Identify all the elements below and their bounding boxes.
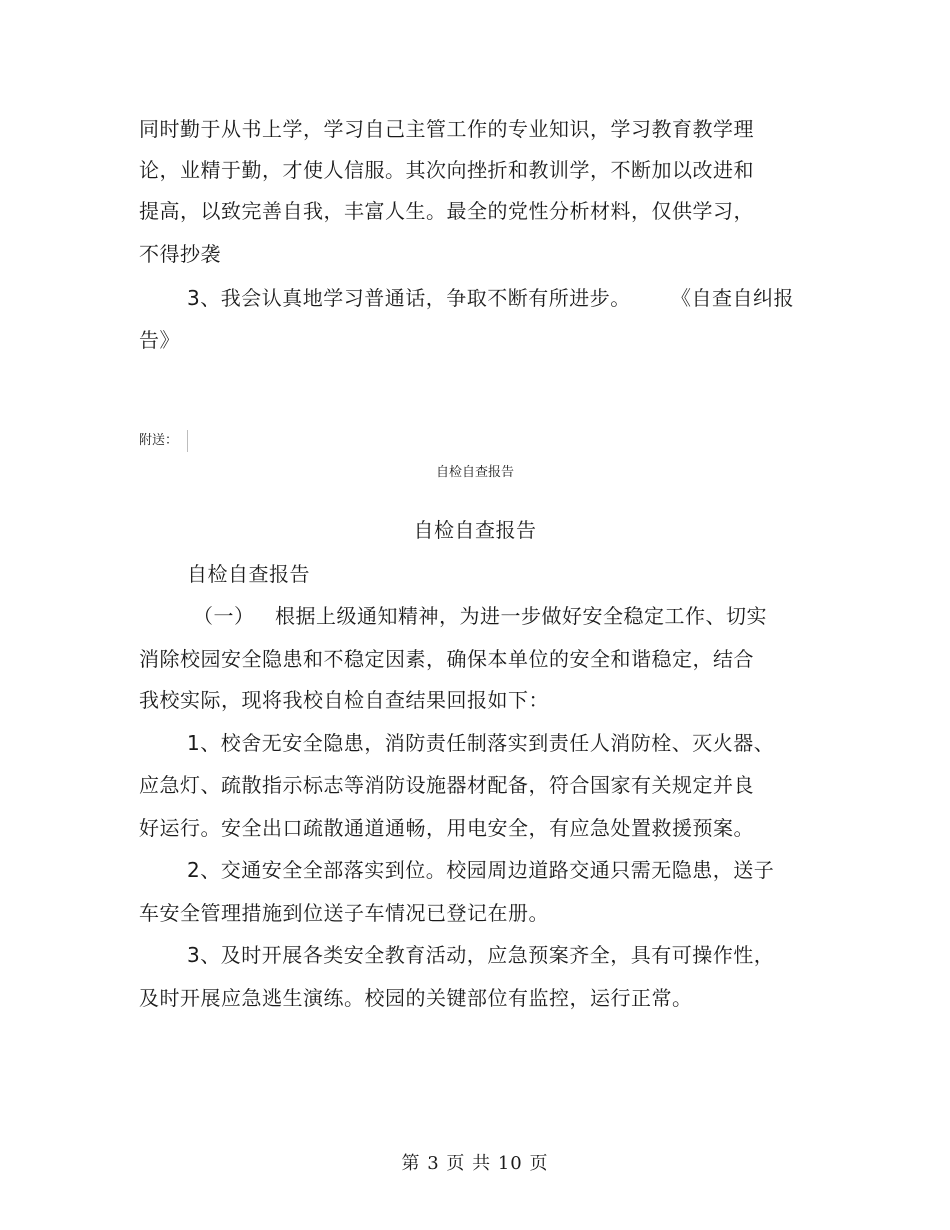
- point-3-line: 3、及时开展各类安全教育活动，应急预案齐全，具有可操作性，: [187, 943, 775, 967]
- point-2-line: 车安全管理措施到位送子车情况已登记在册。: [139, 901, 549, 925]
- point-1-line: 好运行。安全出口疏散通道通畅，用电安全，有应急处置救援预案。: [139, 816, 754, 840]
- point-3-line: 及时开展应急逃生演练。校园的关键部位有监控，运行正常。: [139, 986, 693, 1010]
- point-2-line: 2、交通安全全部落实到位。校园周边道路交通只需无隐患，送子: [187, 858, 775, 882]
- report-title-reference: 《自查自纠报: [671, 286, 794, 310]
- point-1-line: 1、校舍无安全隐患，消防责任制落实到责任人消防栓、灭火器、: [187, 731, 775, 755]
- item-3-line: 3、我会认真地学习普通话，争取不断有所进步。: [187, 286, 631, 310]
- section-label: （一）: [193, 604, 255, 628]
- paragraph-line: 不得抄袭: [139, 242, 221, 266]
- paragraph-line: 同时勤于从书上学，学习自己主管工作的专业知识，学习教育教学理: [139, 117, 754, 141]
- main-title: 自检自查报告: [413, 518, 537, 542]
- paragraph-line: 论，业精于勤，才使人信服。其次向挫折和教训学，不断加以改进和: [139, 158, 754, 182]
- subtitle: 自检自查报告: [187, 562, 310, 586]
- paragraph-line: 提高，以致完善自我，丰富人生。最全的党性分析材料，仅供学习，: [139, 199, 754, 223]
- attachment-divider: [187, 430, 188, 452]
- section-line: 根据上级通知精神，为进一步做好安全稳定工作、切实: [275, 604, 767, 628]
- section-line: 消除校园安全隐患和不稳定因素，确保本单位的安全和谐稳定，结合: [139, 647, 754, 671]
- section-line: 我校实际，现将我校自检自查结果回报如下：: [139, 688, 549, 712]
- page-number-footer: 第 3 页 共 10 页: [401, 1153, 549, 1174]
- attachment-label: 附送：: [139, 433, 179, 448]
- item-3-line-continued: 告》: [139, 328, 180, 352]
- small-title: 自检自查报告: [435, 465, 514, 480]
- point-1-line: 应急灯、疏散指示标志等消防设施器材配备，符合国家有关规定并良: [139, 773, 754, 797]
